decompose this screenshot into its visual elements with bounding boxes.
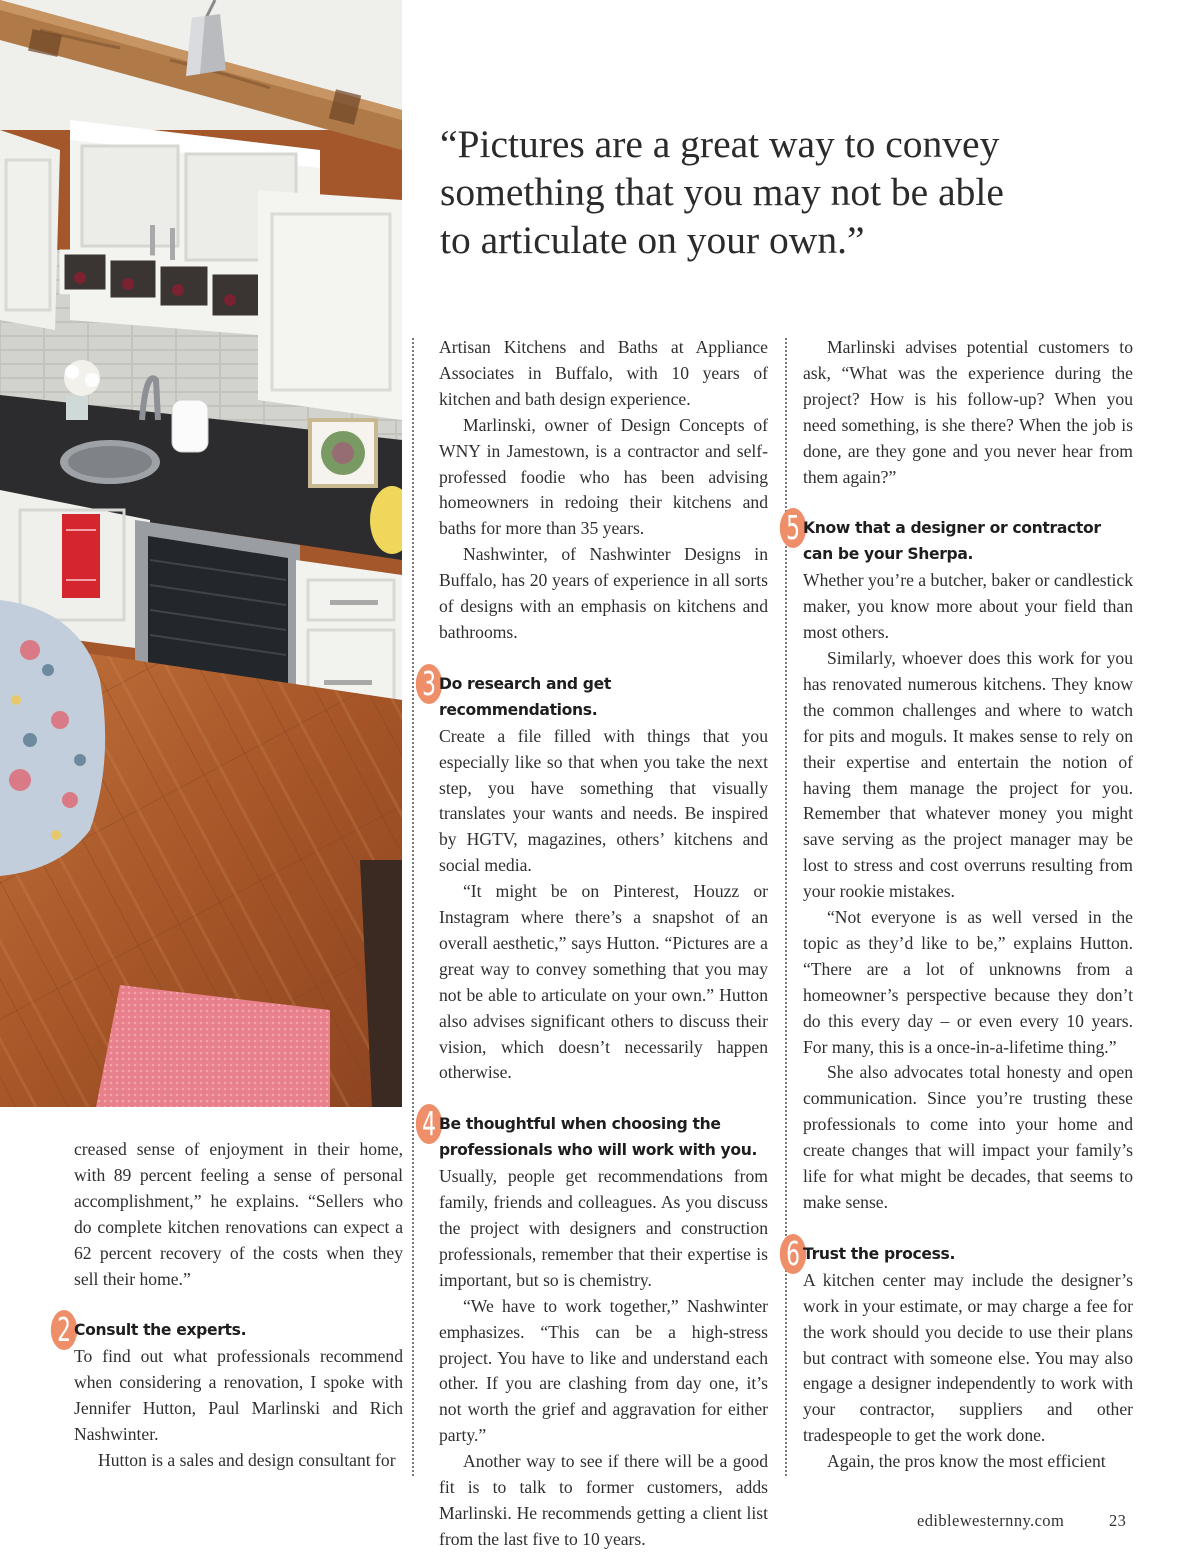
section-heading: Trust the process. bbox=[803, 1244, 956, 1263]
section-number-badge: 6 bbox=[780, 1234, 806, 1274]
article-column-2 bbox=[422, 335, 768, 1553]
body-paragraph: Create a file filled with things that you especially like so that when you take the next step, you have something that visually translates your wants and needs. Be inspired by HGTV, magazines, others’ kitchens and social media. bbox=[439, 725, 768, 876]
body-paragraph: creased sense of enjoyment in their home, with 89 percent feeling a sense of personal accomplishment,” he explains. “Sellers who do complete kitchen renovations can expect a 62 percent recovery of the costs when they sell their home.” bbox=[74, 1139, 403, 1289]
section-4 bbox=[422, 1104, 768, 1164]
page-number: 23 bbox=[1109, 1511, 1127, 1530]
section-number-badge: 4 bbox=[416, 1104, 442, 1144]
body-paragraph: Marlinski advises potential customers to ask, “What was the experience during the project? How is his follow-up? When you need something, is she there? When the job is done, are they gone and you never hear from them again?” bbox=[803, 337, 1133, 487]
body-paragraph: A kitchen center may include the designer’s work in your estimate, or may charge a fee for the work should you decide to use their plans but contract with someone else. You may also engage a designer independently to work with your contractor, suppliers and other tradespeople to get the work done. bbox=[803, 1269, 1133, 1446]
pull-quote-line: to articulate on your own.” bbox=[440, 218, 865, 262]
body-paragraph: Marlinski, owner of Design Concepts of WNY in Jamestown, is a contractor and self-professed foodie who has been advising homeowners in redoing their kitchens and baths for more than 35 years. bbox=[439, 414, 768, 539]
kitchen-photo bbox=[0, 0, 402, 1107]
section-number-badge: 5 bbox=[780, 508, 806, 548]
body-paragraph: Hutton is a sales and design consultant for bbox=[98, 1449, 396, 1470]
body-paragraph: Whether you’re a butcher, baker or candlestick maker, you know more about your field than most others. bbox=[803, 570, 1133, 643]
article-column-1 bbox=[57, 1137, 403, 1474]
body-paragraph: Another way to see if there will be a good fit is to talk to former customers, adds Marlinski. He recommends getting a client list from the last five to 10 years. bbox=[439, 1451, 768, 1549]
body-paragraph: Nashwinter, of Nashwinter Designs in Buffalo, has 20 years of experience in all sorts of designs with an emphasis on kitchens and bathrooms. bbox=[439, 544, 768, 642]
section-3 bbox=[422, 663, 768, 724]
section-5 bbox=[786, 508, 1133, 568]
body-paragraph: Usually, people get recommendations from family, friends and colleagues. As you discuss the project with designers and construction professionals, remember that their expertise is important, but so is chemistry. bbox=[439, 1166, 768, 1290]
section-heading: Be thoughtful when choosing the professionals who will work with you. bbox=[439, 1115, 758, 1160]
body-paragraph: “It might be on Pinterest, Houzz or Instagram where there’s a snapshot of an overall aesthetic,” says Hutton. “Pictures are a great way to convey something that you may not be able to articulate on your own.” Hutton also advises significant others to discuss their vision, which doesn’t necessarily happen otherwise. bbox=[439, 881, 768, 1083]
body-paragraph: To find out what professionals recommend when considering a renovation, I spoke with Jennifer Hutton, Paul Marlinski and Rich Nashwinter. bbox=[74, 1346, 403, 1445]
body-paragraph: “Not everyone is as well versed in the topic as they’d like to be,” explains Hutton. “There are a lot of unknowns from a homeowner’s perspective because they don’t do this every day – or even every 10 years. For many, this is a once-in-a-lifetime thing.” bbox=[803, 907, 1133, 1057]
section-number-badge: 2 bbox=[51, 1310, 77, 1350]
pull-quote bbox=[440, 120, 1140, 264]
body-paragraph: Artisan Kitchens and Baths at Appliance Associates in Buffalo, with 10 years of kitchen and bath design experience. bbox=[439, 337, 768, 409]
section-2 bbox=[57, 1310, 403, 1350]
section-6 bbox=[786, 1233, 1133, 1273]
column-divider bbox=[412, 338, 414, 1476]
section-heading: Do research and get recommendations. bbox=[439, 674, 611, 719]
body-paragraph: Again, the pros know the most efficient bbox=[827, 1451, 1106, 1472]
article-column-3 bbox=[786, 335, 1133, 1475]
section-heading: Know that a designer or contractor can be your Sherpa. bbox=[803, 519, 1101, 564]
section-heading: Consult the experts. bbox=[74, 1321, 247, 1340]
website-url: ediblewesternny.com bbox=[917, 1511, 1065, 1530]
pull-quote-line: “Pictures are a great way to convey bbox=[440, 122, 1000, 166]
body-paragraph: “We have to work together,” Nashwinter emphasizes. “This can be a high-stress project. You have to like and understand each other. If you are clashing from day one, it’s not worth the grief and aggravation for either party.” bbox=[439, 1295, 768, 1446]
pull-quote-line: something that you may not be able bbox=[440, 170, 1004, 214]
body-paragraph: She also advocates total honesty and open communication. Since you’re trusting these professionals to come into your home and create changes that will impact your family’s life for what might be decades, that seems to make sense. bbox=[803, 1062, 1133, 1212]
section-number-badge: 3 bbox=[416, 664, 442, 704]
body-paragraph: Similarly, whoever does this work for you has renovated numerous kitchens. They know the common challenges and where to watch for pits and moguls. It makes sense to rely on their expertise and entertain the notion of having them manage the project for you. Remember that whatever money you might save serving as the project manager may be lost to stress and cost overruns resulting from your rookie mistakes. bbox=[803, 647, 1133, 902]
